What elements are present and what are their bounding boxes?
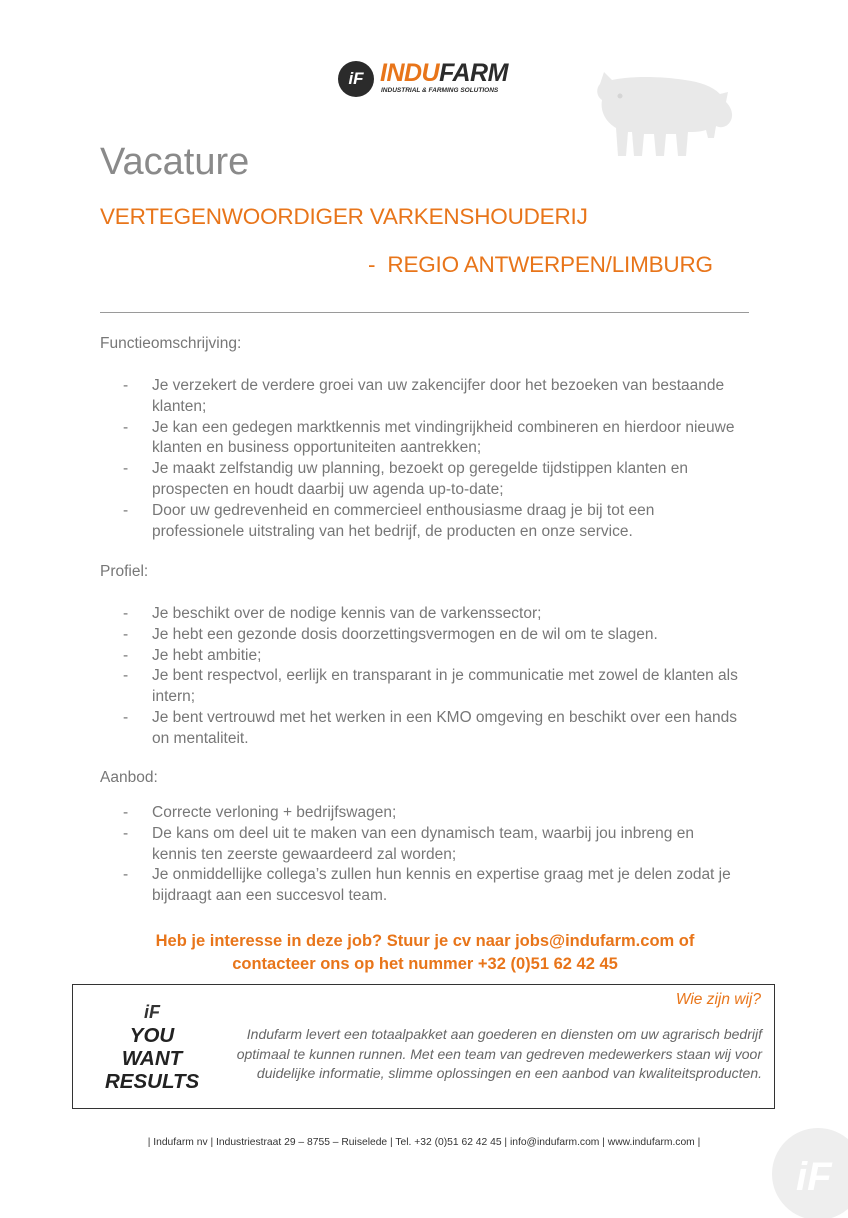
- cta-line-1: Heb je interesse in deze job? Stuur je cv naar jobs@indufarm.com of: [155, 932, 695, 950]
- logo-brand: [380, 59, 508, 88]
- page-title: Vacature: [100, 141, 250, 183]
- you-want-results-logo: [105, 1001, 199, 1093]
- list-item: - De kans om deel uit te maken van een dynamisch team, waarbij jou inbreng en kennis ten zeerste gewaardeerd zal worden;: [123, 824, 743, 866]
- logo-badge-icon: iF: [338, 61, 374, 97]
- logo-line: RESULTS: [105, 1070, 200, 1093]
- about-text: Indufarm levert een totaalpakket aan goederen en diensten om uw agrarisch bedrijf optimaal te kunnen runnen. Met een team van gedreven medewerkers staan wij voor duidelijke informatie, slimme oplossingen en een aanbod van kwaliteitsproducten.: [236, 1026, 762, 1081]
- logo-brand-part1: INDU: [380, 59, 440, 87]
- corner-mark-text: iF: [796, 1155, 832, 1199]
- logo-line: WANT: [121, 1047, 183, 1070]
- footer-contact: | Indufarm nv | Industriestraat 29 – 8755 – Ruiselede | Tel. +32 (0)51 62 42 45 | info@indufarm.com | www.indufarm.com |: [147, 1137, 701, 1148]
- pig-icon: [590, 66, 735, 161]
- logo-brand-part2: FARM: [439, 59, 508, 87]
- list-aanbod: [123, 803, 743, 907]
- indufarm-logo: [336, 57, 514, 101]
- list-item: - Door uw gedrevenheid en commercieel enthousiasme draag je bij tot een professionele uitstraling van het bedrijf, de producten en onze service.: [123, 501, 743, 543]
- logo-line: YOU: [129, 1024, 175, 1047]
- list-item: - Je hebt een gezonde dosis doorzettingsvermogen en de wil om te slagen.: [123, 625, 743, 646]
- list-item: - Je beschikt over de nodige kennis van de varkenssector;: [123, 604, 743, 625]
- section-title-aanbod: Aanbod:: [100, 769, 158, 786]
- section-title-functie: Functieomschrijving:: [100, 335, 242, 352]
- list-profiel: [123, 604, 743, 750]
- list-item: - Je kan een gedegen marktkennis met vindingrijkheid combineren en hierdoor nieuwe klanten en business opportuniteiten aantrekken;: [123, 418, 743, 460]
- list-item: - Je bent vertrouwd met het werken in een KMO omgeving en beschikt over een hands on mentaliteit.: [123, 708, 743, 750]
- call-to-action: [90, 930, 760, 976]
- logo-tagline: INDUSTRIAL & FARMING SOLUTIONS: [381, 87, 499, 94]
- corner-if-icon: [770, 1128, 848, 1218]
- list-item: - Correcte verloning + bedrijfswagen;: [123, 803, 743, 824]
- job-region: - REGIO ANTWERPEN/LIMBURG: [368, 252, 713, 277]
- section-title-profiel: Profiel:: [100, 563, 149, 580]
- job-title: VERTEGENWOORDIGER VARKENSHOUDERIJ: [100, 204, 588, 229]
- cta-line-2: contacteer ons op het nummer +32 (0)51 62 42 45: [232, 955, 618, 973]
- about-box: [72, 984, 775, 1109]
- list-item: - Je verzekert de verdere groei van uw zakencijfer door het bezoeken van bestaande klanten;: [123, 376, 743, 418]
- divider: [100, 312, 749, 313]
- list-item: - Je onmiddellijke collega’s zullen hun kennis en expertise graag met je delen zodat je bijdraagt aan een succesvol team.: [123, 865, 743, 907]
- about-heading: Wie zijn wij?: [675, 991, 761, 1008]
- list-item: - Je maakt zelfstandig uw planning, bezoekt op geregelde tijdstippen klanten en prospecten en houdt daarbij uw agenda up-to-date;: [123, 459, 743, 501]
- list-item: - Je hebt ambitie;: [123, 646, 743, 667]
- list-item: - Je bent respectvol, eerlijk en transparant in je communicatie met zowel de klanten als intern;: [123, 666, 743, 708]
- list-functie: [123, 376, 743, 542]
- if-mark-icon: iF: [144, 1002, 160, 1022]
